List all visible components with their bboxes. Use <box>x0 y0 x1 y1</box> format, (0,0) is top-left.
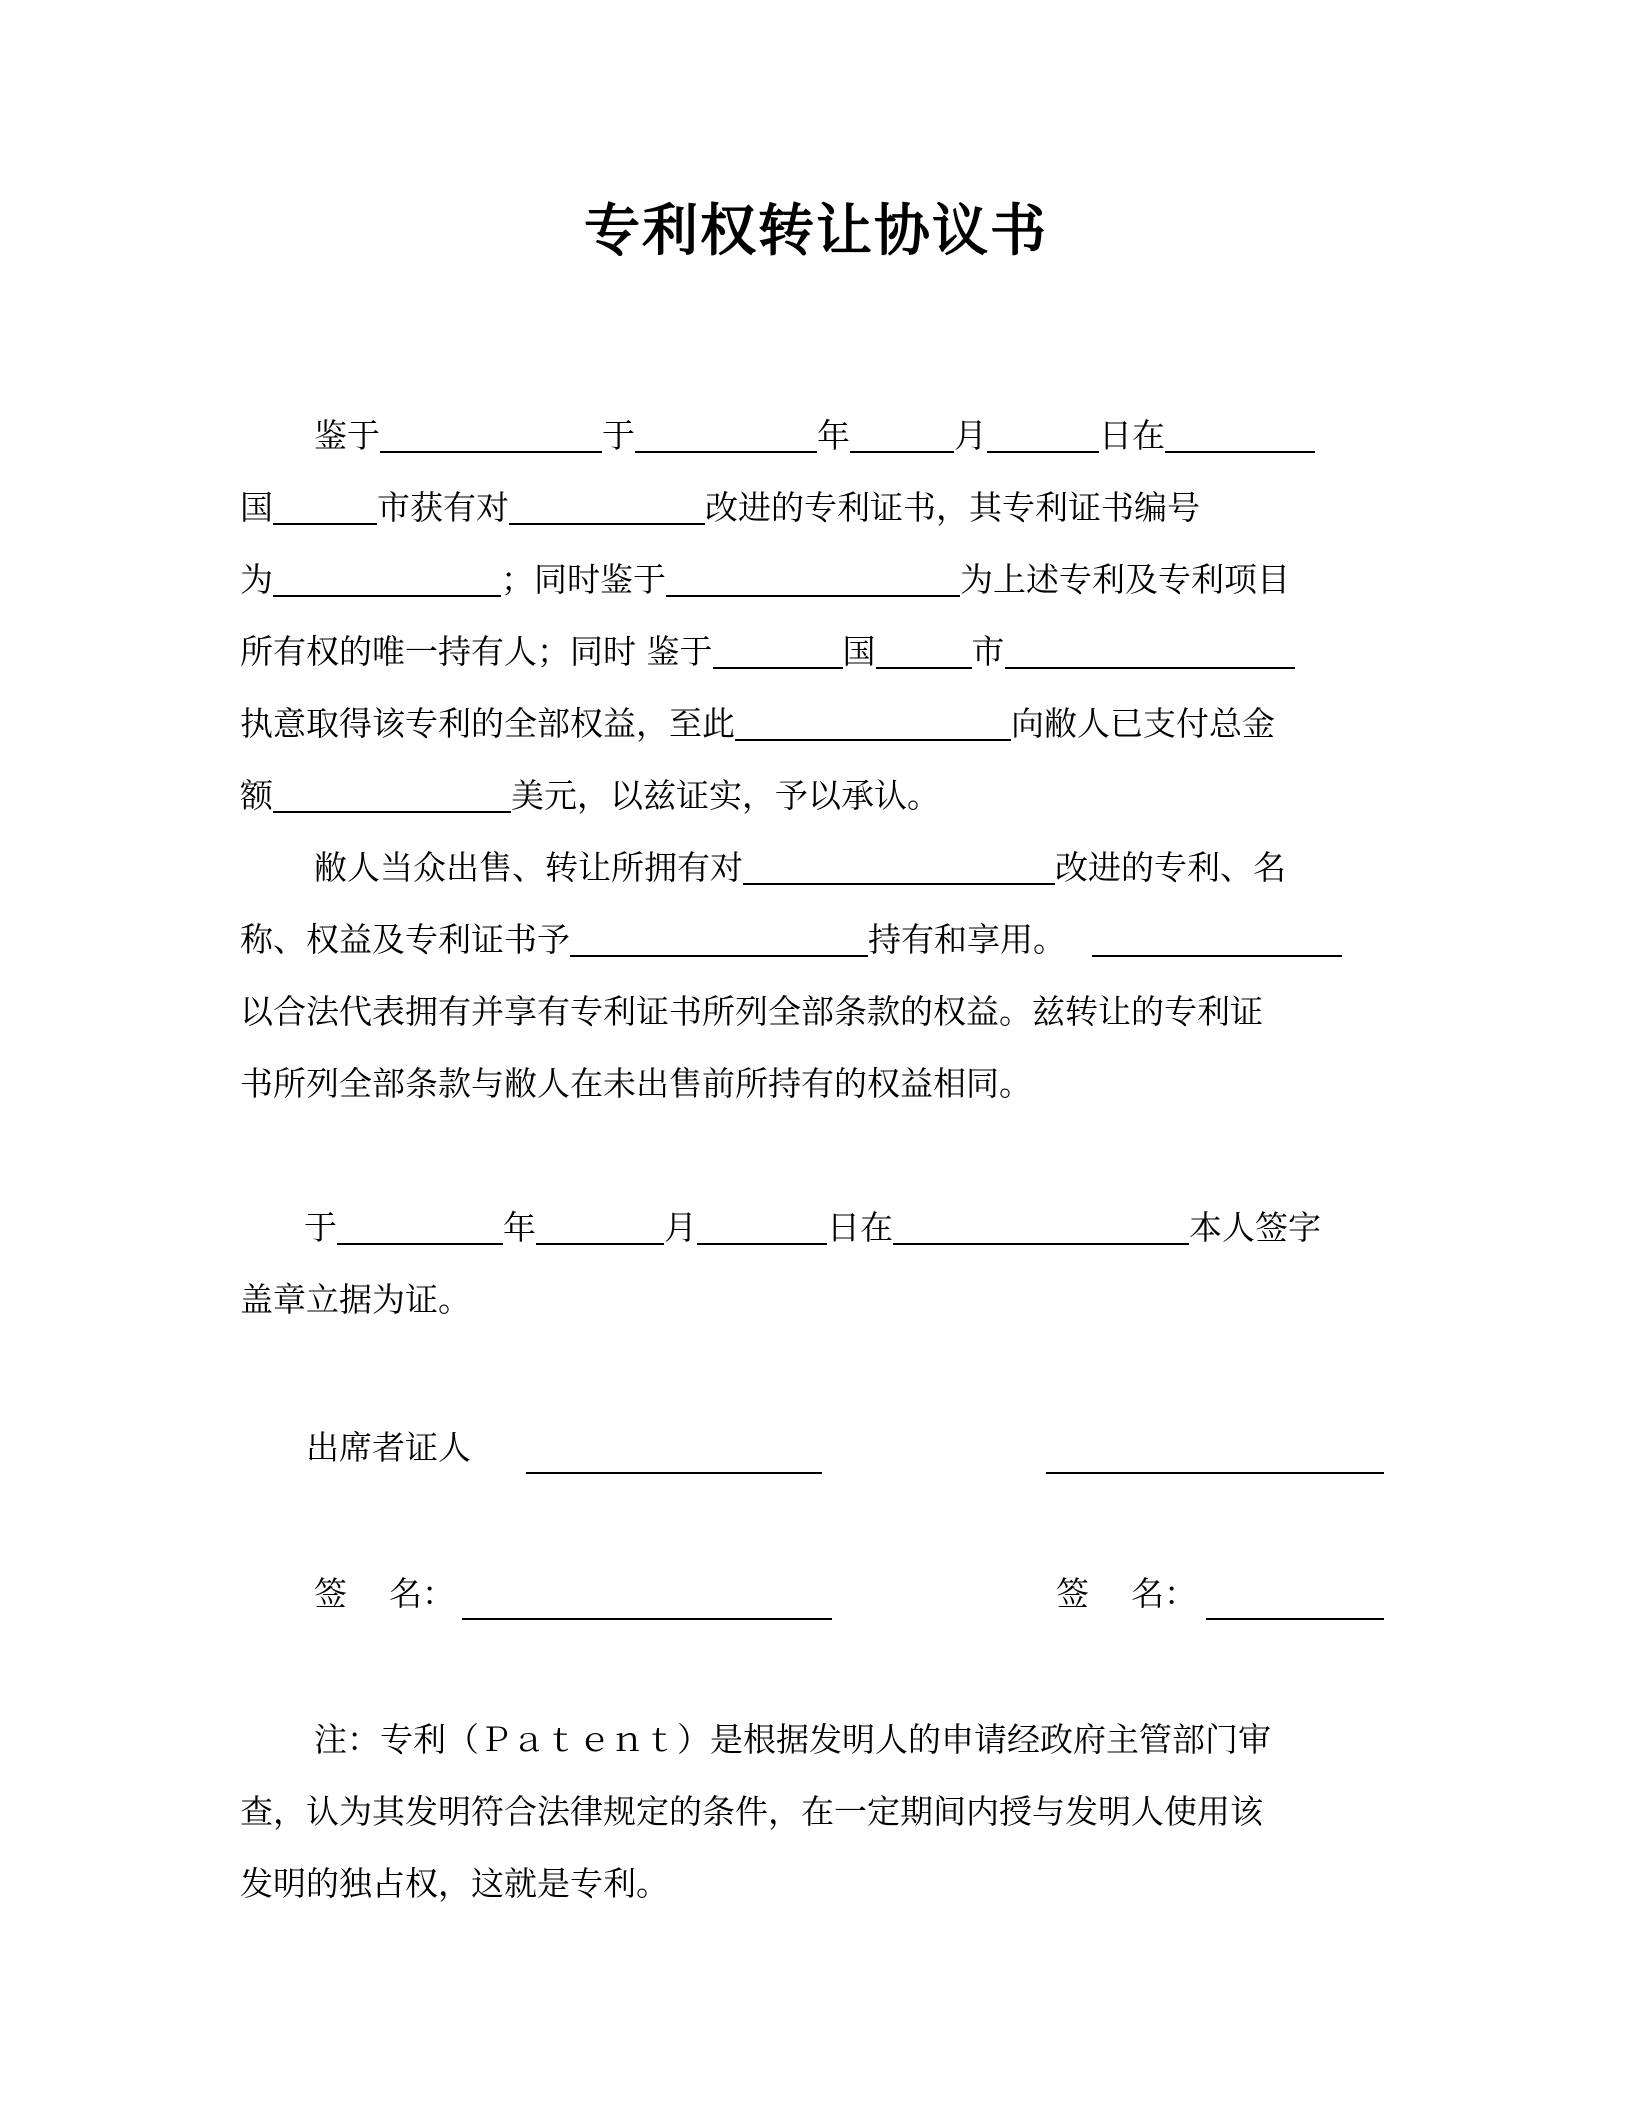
blank-field <box>697 1203 827 1245</box>
witness-label: 出席者证人 <box>306 1428 471 1467</box>
note-line2: 查，认为其发明符合法律规定的条件，在一定期间内授与发明人使用该 <box>240 1792 1263 1831</box>
text-segment: 国 <box>240 488 273 527</box>
text-segment: 鉴于 <box>314 416 380 455</box>
note-line1: 注：专利（Ｐａｔｅｎｔ）是根据发明人的申请经政府主管部门审 <box>314 1720 1271 1759</box>
signature-left-blank <box>462 1578 832 1620</box>
text-segment: 额 <box>240 776 273 815</box>
blank-field <box>536 1203 664 1245</box>
blank-field <box>273 771 511 813</box>
signature-right-blank <box>1206 1578 1384 1620</box>
text-segment: 改进的专利、名 <box>1055 848 1286 887</box>
text-segment: 向敝人已支付总金 <box>1011 704 1275 743</box>
text-segment: 市获有对 <box>377 488 509 527</box>
text-segment: 于 <box>602 416 635 455</box>
para3-line1 <box>304 1200 1321 1256</box>
blank-field <box>735 699 1011 741</box>
signature-right-label: 签 名： <box>1056 1574 1197 1613</box>
text-segment: ；同时鉴于 <box>501 560 666 599</box>
text-segment: 执意取得该专利的全部权益，至此 <box>240 704 735 743</box>
blank-field <box>987 411 1099 453</box>
signature-left-label: 签 名： <box>314 1574 455 1613</box>
text-segment: 为上述专利及专利项目 <box>960 560 1290 599</box>
para2-line1 <box>314 840 1286 896</box>
para2-line2 <box>240 912 1342 968</box>
para2-line4: 书所列全部条款与敝人在未出售前所持有的权益相同。 <box>240 1064 1032 1103</box>
blank-field <box>635 411 817 453</box>
witness-right-blank <box>1046 1432 1384 1474</box>
blank-field <box>743 843 1055 885</box>
text-segment: 美元，以兹证实，予以承认。 <box>511 776 940 815</box>
text-segment: 日在 <box>827 1208 893 1247</box>
signature-right-line <box>1056 1566 1197 1622</box>
para1-line4 <box>240 624 1295 680</box>
blank-field <box>1005 627 1295 669</box>
text-segment: 日在 <box>1099 416 1165 455</box>
blank-field <box>337 1203 503 1245</box>
blank-field <box>850 411 954 453</box>
para2-line3: 以合法代表拥有并享有专利证书所列全部条款的权益。兹转让的专利证 <box>240 992 1263 1031</box>
text-segment: 月 <box>664 1208 697 1247</box>
witness-line <box>306 1420 471 1476</box>
para1-line2 <box>240 480 1200 536</box>
text-segment: 年 <box>503 1208 536 1247</box>
para1-line5 <box>240 696 1275 752</box>
blank-field <box>893 1203 1189 1245</box>
text-segment: 为 <box>240 560 273 599</box>
para1-line1 <box>314 408 1315 464</box>
text-segment: 于 <box>304 1208 337 1247</box>
blank-field <box>570 915 868 957</box>
note-line3: 发明的独占权，这就是专利。 <box>240 1864 669 1903</box>
text-segment: 持有和享用。 <box>868 920 1066 959</box>
text-segment: 月 <box>954 416 987 455</box>
blank-field <box>380 411 602 453</box>
signature-left-line <box>314 1566 455 1622</box>
para1-line3 <box>240 552 1290 608</box>
text-segment: 称、权益及专利证书予 <box>240 920 570 959</box>
text-segment: 所有权的唯一持有人；同时 鉴于 <box>240 632 713 671</box>
text-segment: 市 <box>971 632 1005 671</box>
text-segment: 国 <box>842 632 876 671</box>
blank-field <box>666 555 960 597</box>
blank-field <box>509 483 705 525</box>
blank-field <box>876 627 972 669</box>
blank-field <box>1165 411 1315 453</box>
blank-field <box>273 555 501 597</box>
text-segment: 本人签字 <box>1189 1208 1321 1247</box>
text-segment: 改进的专利证书，其专利证书编号 <box>705 488 1200 527</box>
blank-field <box>273 483 377 525</box>
text-segment: 敝人当众出售、转让所拥有对 <box>314 848 743 887</box>
para1-line6 <box>240 768 940 824</box>
witness-left-blank <box>526 1432 822 1474</box>
blank-field <box>1092 915 1342 957</box>
document-title: 专利权转让协议书 <box>584 199 1048 264</box>
text-segment: 年 <box>817 416 850 455</box>
blank-field <box>713 627 843 669</box>
para3-line2: 盖章立据为证。 <box>240 1280 471 1319</box>
